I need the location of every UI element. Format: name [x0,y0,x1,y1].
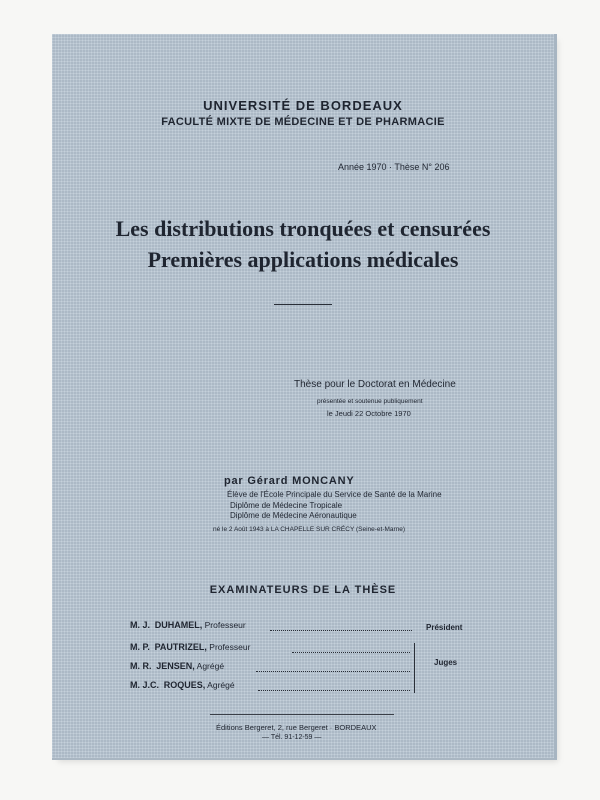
examiner-title: Agrégé [207,680,235,690]
examiner-name: JENSEN, [156,661,195,671]
year-thesis-number: Année 1970 · Thèse N° 206 [338,162,450,172]
faculty-name: FACULTÉ MIXTE DE MÉDECINE ET DE PHARMACIE [161,116,445,128]
publisher-address: Éditions Bergeret, 2, rue Bergeret · BORDEAUX [216,723,377,732]
title-divider [274,304,332,305]
publisher-phone: — Tél. 91-12-59 — [262,734,322,741]
presented-line: présentée et soutenue publiquement [317,398,423,405]
examiner-row [130,661,224,671]
author-credential-1: Élève de l'École Principale du Service de Santé de la Marine [227,490,442,499]
author-credential-2: Diplôme de Médecine Tropicale [230,501,343,510]
role-juges: Juges [434,658,458,667]
examiner-initials: M. R. [130,661,152,671]
author-name: par Gérard MONCANY [224,475,355,487]
examiner-initials: M. P. [130,642,150,652]
examiner-row [130,680,235,690]
thesis-cover [52,34,557,760]
examiner-name: DUHAMEL, [154,620,203,630]
examiner-initials: M. J.C. [130,680,160,690]
examiner-title: Agrégé [196,661,225,671]
examiner-row [130,642,250,652]
examiner-row [130,620,246,630]
university-name: UNIVERSITÉ DE BORDEAUX [203,98,403,113]
role-president: Président [426,623,463,632]
examiners-title: EXAMINATEURS DE LA THÈSE [209,584,397,596]
footer-rule [210,714,394,715]
author-birth: né le 2 Août 1943 à LA CHAPELLE SUR CRÉCY (Seine-et-Marne) [213,526,406,533]
examiner-title: Professeur [204,620,246,630]
juges-brace [411,643,415,693]
dot-leader [270,630,412,631]
author-credential-3: Diplôme de Médecine Aéronautique [230,511,357,520]
dot-leader [256,671,410,672]
defense-date: le Jeudi 22 Octobre 1970 [327,409,411,418]
doctorat-line: Thèse pour le Doctorat en Médecine [294,379,456,390]
examiner-title: Professeur [209,642,251,652]
dot-leader [258,690,410,691]
dot-leader [292,652,410,653]
examiner-name: PAUTRIZEL, [154,642,207,652]
title-line-1: Les distributions tronquées et censurées [115,216,491,241]
examiner-initials: M. J. [130,620,151,630]
examiner-name: ROQUES, [163,680,206,690]
title-line-2: Premières applications médicales [147,247,459,272]
